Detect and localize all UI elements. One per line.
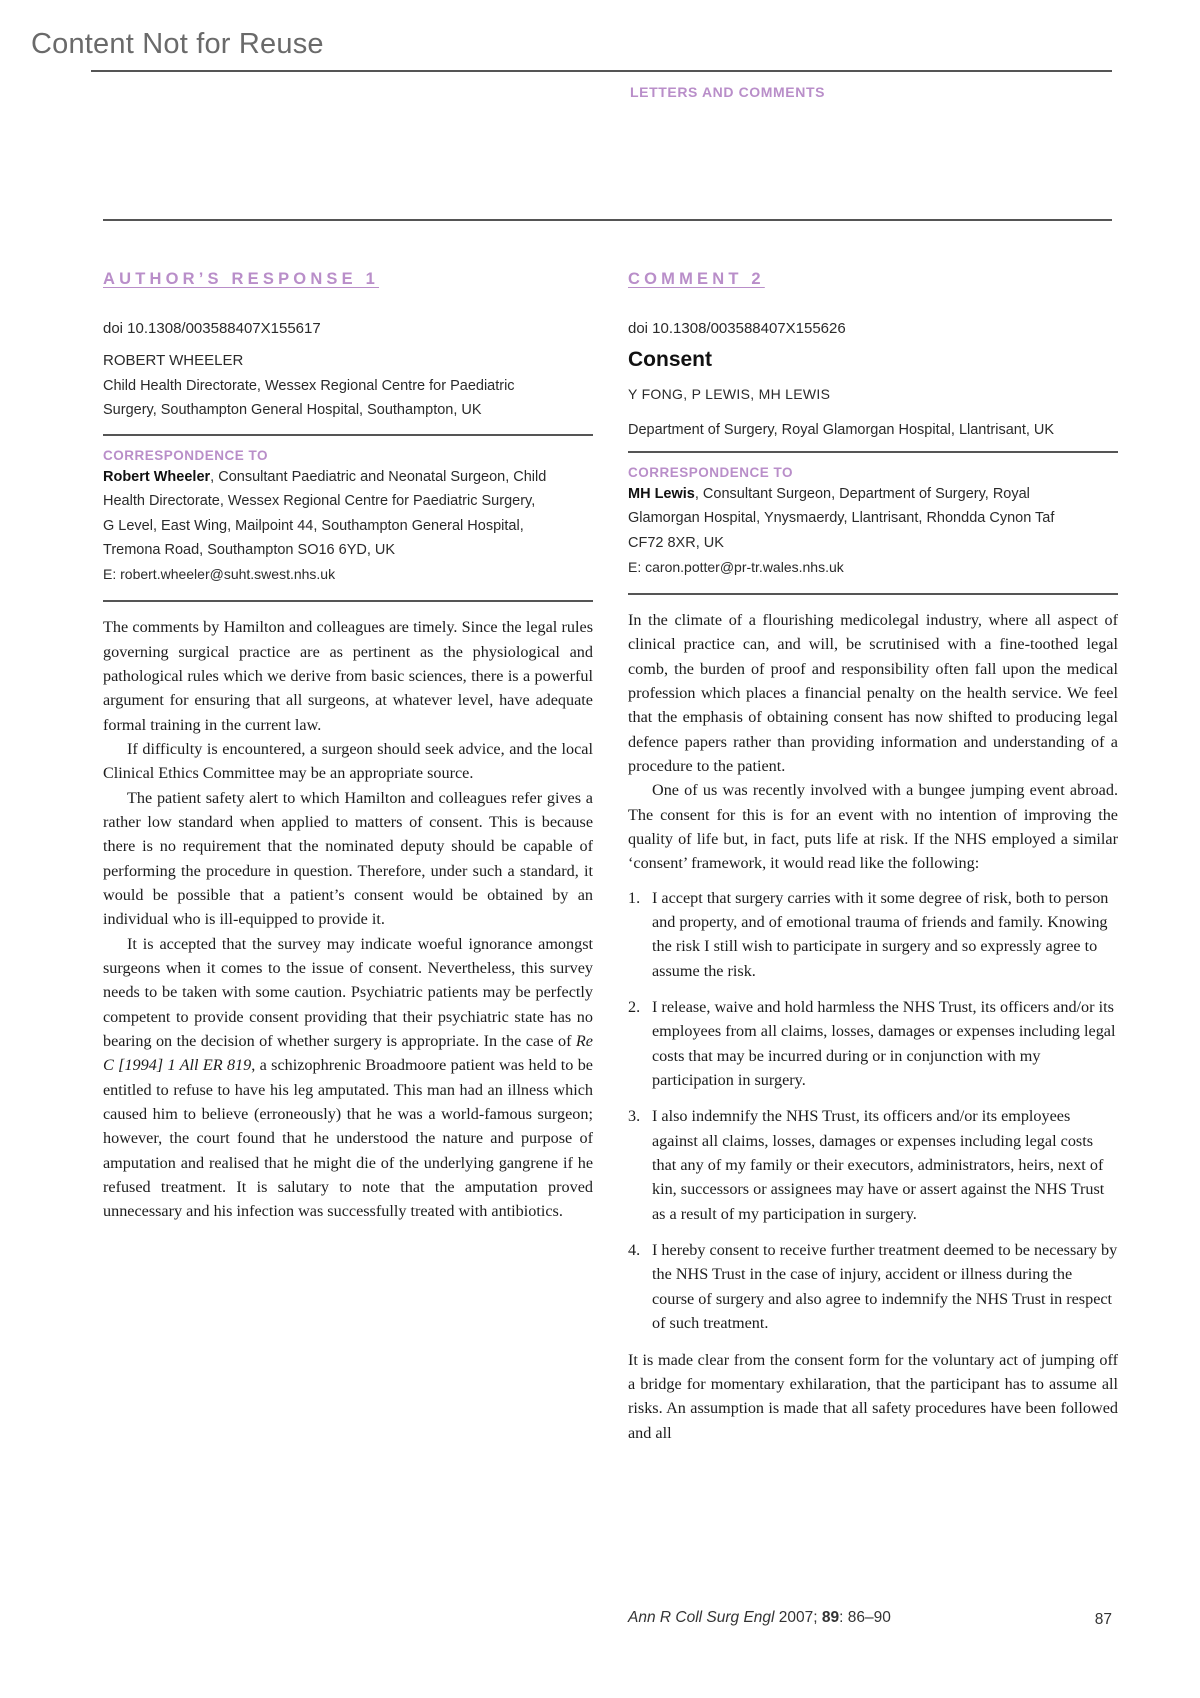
affiliation-left: [103, 374, 593, 422]
list-item: [628, 995, 1118, 1092]
doi-right: doi 10.1308/003588407X155626: [628, 320, 846, 337]
correspondence-name: Robert Wheeler: [103, 469, 211, 485]
case-citation: Re C [1994] 1 All ER 819: [103, 1032, 593, 1075]
correspondence-name: MH Lewis: [628, 486, 695, 502]
authors-right: Y FONG, P LEWIS, MH LEWIS: [628, 386, 831, 402]
list-item: [628, 1104, 1118, 1226]
paragraph: [103, 932, 593, 1224]
correspondence-line: Glamorgan Hospital, Ynysmaerdy, Llantrisant, Rhondda Cynon Taf: [628, 510, 1055, 527]
divider: [628, 593, 1118, 595]
paragraph: In the climate of a flourishing medicolegal industry, where all aspect of clinical practice can, and will, be scrutinised with a fine-toothed legal comb, the burden of proof and responsibility often fall upon the medical profession which places a financial penalty on the health service. We feel that the emphasis of obtaining consent has now shifted to producing legal defence papers rather than providing information and understanding of a procedure to the patient.: [628, 610, 1118, 775]
paragraph-text: It is accepted that the survey may indicate woeful ignorance amongst surgeons when it comes to the issue of consent. Nevertheless, this survey needs to be taken with some caution. Psychiatric patients may be perfectly competent to provide consent providing that their psychiatric state has no bearing on the decision of whether surgery is appropriate. In the case of: [103, 934, 593, 1051]
divider: [103, 434, 593, 436]
correspondence-line: Tremona Road, Southampton SO16 6YD, UK: [103, 541, 396, 558]
paragraph-text: , a schizophrenic Broadmoore patient was held to be entitled to refuse to have his leg amputated. This man had an illness which caused him to believe (erroneously) that he was a world-famous surgeon; however, the court found that he understood the nature and purpose of amputation and realised that he might die of the underlying gangrene if he refused treatment. It is salutary to note that the amputation proved unnecessary and his infection was successfully treated with antibiotics.: [103, 1056, 593, 1221]
correspondence-label-right: CORRESPONDENCE TO: [628, 465, 794, 480]
paragraph: If difficulty is encountered, a surgeon should seek advice, and the local Clinical Ethics Committee may be an appropriate source.: [103, 739, 593, 783]
list-text: I accept that surgery carries with it some degree of risk, both to person and property, and of emotional trauma of friends and family. Knowing the risk I still wish to participate in surgery and so expressly agree to assume the risk.: [652, 888, 1109, 980]
correspondence-label-left: CORRESPONDENCE TO: [103, 448, 269, 463]
divider: [103, 600, 593, 602]
section-label: LETTERS AND COMMENTS: [630, 84, 826, 100]
paragraph: The patient safety alert to which Hamilton and colleagues refer gives a rather low standard when applied to matters of consent. This is because there is no requirement that the nominated deputy should be capable of performing the procedure in question. Therefore, under such a standard, it would be possible that a patient’s consent would be obtained by an individual who is ill-equipped to provide it.: [103, 788, 593, 929]
correspondence-line: Health Directorate, Wessex Regional Centre for Paediatric Surgery,: [103, 493, 536, 510]
list-text: I hereby consent to receive further treatment deemed to be necessary by the NHS Trust in the case of injury, accident or illness during the course of surgery and also agree to indemnify the NHS Trust in respect of such treatment.: [652, 1241, 1118, 1333]
divider: [628, 451, 1118, 453]
top-rule: [91, 70, 1112, 72]
consent-list: [628, 886, 1118, 1336]
list-text: I release, waive and hold harmless the NHS Trust, its officers and/or its employees from all claims, losses, damages or expenses including legal costs that may be incurred during or in conjunction with my participation in surgery.: [652, 998, 1116, 1090]
correspondence-line: , Consultant Surgeon, Department of Surgery, Royal: [694, 486, 1030, 502]
email-right: E: caron.potter@pr-tr.wales.nhs.uk: [628, 558, 844, 575]
after-list: [628, 1348, 1118, 1445]
body-left: [103, 615, 593, 1224]
journal-year: 2007;: [774, 1609, 822, 1626]
article-kind-right: COMMENT 2: [628, 270, 765, 288]
list-number: 3.: [628, 1107, 641, 1126]
affiliation-line: Surgery, Southampton General Hospital, Southampton, UK: [103, 402, 482, 418]
journal-volume: 89: [821, 1609, 840, 1626]
journal-name: Ann R Coll Surg Engl: [628, 1609, 775, 1626]
article-title: Consent: [628, 348, 712, 371]
affiliation-right: Department of Surgery, Royal Glamorgan Hospital, Llantrisant, UK: [628, 422, 1055, 438]
correspondence-line: G Level, East Wing, Mailpoint 44, Southampton General Hospital,: [103, 517, 524, 534]
page-number: 87: [1094, 1611, 1112, 1628]
list-item: [628, 1238, 1118, 1335]
article-kind-left: AUTHOR’S RESPONSE 1: [103, 270, 380, 288]
author-left: ROBERT WHEELER: [103, 352, 244, 369]
affiliation-line: Child Health Directorate, Wessex Regional Centre for Paediatric: [103, 378, 515, 394]
list-number: 2.: [628, 998, 641, 1017]
watermark: Content Not for Reuse: [31, 28, 324, 60]
list-number: 4.: [628, 1241, 641, 1260]
list-number: 1.: [628, 888, 641, 907]
list-text: I also indemnify the NHS Trust, its officers and/or its employees against all claims, losses, damages or expenses including legal costs that any of my family or their executors, administrators, heirs, next of kin, successors or assignees may have or assert against the NHS Trust as a result of my participation in surgery.: [652, 1107, 1105, 1223]
header-rule: [103, 219, 1112, 221]
doi-left: doi 10.1308/003588407X155617: [103, 320, 321, 337]
correspondence-right: [628, 482, 1118, 555]
email-left: E: robert.wheeler@suht.swest.nhs.uk: [103, 566, 336, 583]
body-right: [628, 608, 1118, 1445]
right-column: [628, 270, 1118, 1445]
paragraph: It is made clear from the consent form for the voluntary act of jumping off a bridge for momentary exhilaration, that the participant has to assume all risks. An assumption is made that all safety procedures have been followed and all: [628, 1350, 1118, 1442]
correspondence-line: , Consultant Paediatric and Neonatal Surgeon, Child: [210, 469, 547, 485]
journal-citation: [628, 1609, 891, 1627]
list-item: [628, 886, 1118, 983]
correspondence-left: [103, 465, 593, 562]
paragraph: The comments by Hamilton and colleagues are timely. Since the legal rules governing surgical practice are as pertinent as the physiological and pathological rules which we derive from basic sciences, there is a powerful argument for ensuring that all surgeons, at whatever level, have adequate formal training in the current law.: [103, 618, 593, 734]
left-column: [103, 270, 593, 1224]
paragraph: One of us was recently involved with a bungee jumping event abroad. The consent for this is for an event with no intention of improving the quality of life but, in fact, puts life at risk. If the NHS employed a similar ‘consent’ framework, it would read like the following:: [628, 781, 1118, 873]
journal-pages: : 86–90: [839, 1609, 891, 1626]
correspondence-line: CF72 8XR, UK: [628, 534, 724, 551]
